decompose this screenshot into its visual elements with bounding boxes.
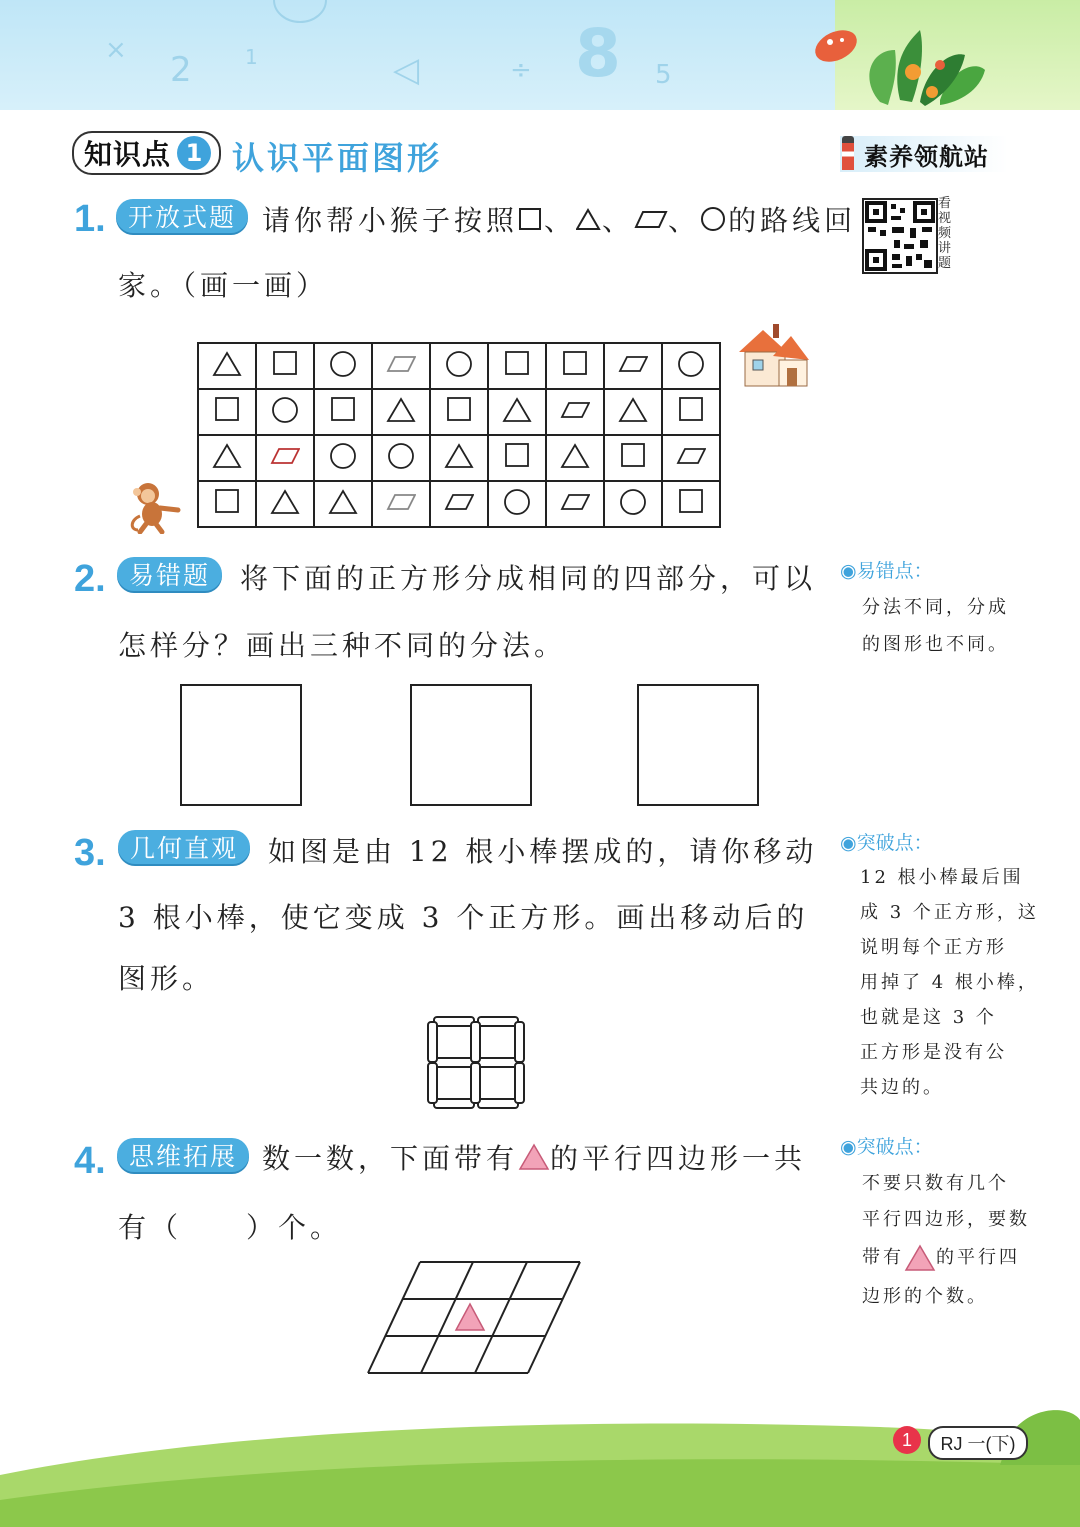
answer-square-1[interactable] [180, 684, 302, 806]
q4-line1 [262, 1137, 806, 1177]
grid-cell[interactable] [546, 389, 604, 435]
q4-side-line-4: 边形的个数。 [862, 1286, 988, 1307]
section-title: 认识平面图形 [232, 139, 443, 177]
q3-side-line-7: 共边的。 [860, 1077, 944, 1098]
q4-line2: 有（ ）个。 [118, 1211, 343, 1244]
q3-side-line-5: 也就是这 3 个 [860, 1007, 997, 1028]
knowledge-point-pill [72, 131, 221, 175]
parallelogram-icon [560, 488, 590, 516]
q3-side-line-6: 正方形是没有公 [860, 1042, 1007, 1063]
q2-tag: 易错题 [117, 557, 222, 591]
q3-side-head: ◉突破点： [840, 832, 933, 854]
circle-icon [328, 350, 358, 378]
triangle-icon [444, 442, 474, 470]
triangle-icon [328, 488, 358, 516]
plant-illustration [800, 10, 990, 110]
q4-side-head: ◉突破点： [840, 1136, 933, 1158]
grid-cell[interactable] [372, 343, 430, 389]
grid-cell[interactable] [488, 481, 546, 527]
square-icon [212, 396, 242, 424]
q2-side-line-1: 分法不同，分成 [862, 597, 1009, 618]
q1-sep-3: 、 [668, 204, 701, 237]
q1-tag: 开放式题 [116, 199, 248, 233]
q1-line2: 家。（画一画） [118, 269, 329, 302]
q2-line2: 怎样分？画出三种不同的分法。 [118, 629, 567, 662]
grid-cell[interactable] [546, 343, 604, 389]
triangle-icon [618, 396, 648, 424]
decor-two: 2 [170, 50, 192, 90]
q4-side-text-a: 带有 [862, 1247, 904, 1268]
q3-tag: 几何直观 [118, 830, 250, 864]
parallelogram-icon [444, 488, 474, 516]
q4-tag: 思维拓展 [117, 1138, 249, 1172]
grid-row [198, 389, 720, 435]
q3-line3: 图形。 [118, 962, 215, 995]
q1-sep-1: 、 [544, 204, 577, 237]
q1-number: 1. [74, 198, 106, 240]
pink-triangle-icon [904, 1244, 936, 1272]
qr-code[interactable] [862, 198, 938, 274]
grid-cell[interactable] [488, 389, 546, 435]
grid-cell[interactable] [256, 389, 314, 435]
grid-cell[interactable] [430, 343, 488, 389]
decor-five: 5 [655, 60, 672, 90]
answer-square-3[interactable] [637, 684, 759, 806]
parallelogram-icon [676, 442, 706, 470]
grid-cell[interactable] [372, 389, 430, 435]
footer-hill [0, 1405, 1080, 1527]
parallelogram-icon [386, 488, 416, 516]
square-icon [502, 442, 532, 470]
parallelogram-icon [618, 350, 648, 378]
decor-triangle: ◁ [393, 50, 420, 90]
square-icon [212, 488, 242, 516]
q4-text-b: 的平行四边形一共 [550, 1142, 807, 1175]
q1-text-e: 的路线回 [728, 204, 857, 237]
q3-line1: 如图是由 12 根小棒摆成的，请你移动 [268, 835, 818, 868]
grid-cell[interactable] [662, 389, 720, 435]
triangle-icon [212, 350, 242, 378]
grid-cell[interactable] [198, 481, 256, 527]
grid-cell[interactable] [662, 481, 720, 527]
circle-icon [444, 350, 474, 378]
square-icon [502, 350, 532, 378]
triangle-icon [560, 442, 590, 470]
square-icon [560, 350, 590, 378]
qr-label: 看视频讲题 [938, 196, 952, 271]
decor-eight: 8 [575, 15, 621, 92]
q4-side-line-2: 平行四边形，要数 [862, 1209, 1030, 1230]
q2-side-head: ◉易错点： [840, 560, 933, 582]
decor-times: × [105, 35, 127, 65]
grid-cell[interactable] [256, 481, 314, 527]
grid-cell[interactable] [314, 389, 372, 435]
knowledge-point-number: 1 [177, 136, 211, 170]
parallelogram-grid [366, 1258, 584, 1378]
q3-side-line-1: 12 根小棒最后围 [860, 867, 1024, 888]
house-illustration [733, 322, 813, 394]
page-number: 1 [893, 1426, 921, 1454]
circle-icon [328, 442, 358, 470]
q4-side-text-b: 的平行四 [936, 1247, 1020, 1268]
parallelogram-icon [560, 396, 590, 424]
decor-one: 1 [245, 45, 258, 69]
grid-cell[interactable] [314, 343, 372, 389]
grid-cell[interactable] [488, 435, 546, 481]
parallelogram-icon [634, 206, 668, 232]
grid-cell[interactable] [256, 435, 314, 481]
knowledge-point-label: 知识点 [84, 138, 172, 171]
triangle-icon [270, 488, 300, 516]
q1-text-a: 请你帮小猴子按照 [262, 204, 519, 237]
q4-number: 4. [74, 1140, 106, 1182]
grid-row [198, 435, 720, 481]
q3-side-line-3: 说明每个正方形 [860, 937, 1007, 958]
grid-cell[interactable] [430, 389, 488, 435]
q1-line1 [262, 199, 856, 239]
circle-icon [270, 396, 300, 424]
square-icon [518, 206, 544, 232]
triangle-icon [502, 396, 532, 424]
grid-cell[interactable] [256, 343, 314, 389]
q2-side-line-2: 的图形也不同。 [862, 634, 1009, 655]
grid-cell[interactable] [546, 481, 604, 527]
circle-icon [502, 488, 532, 516]
nav-station-label: 素养领航站 [864, 142, 989, 171]
parallelogram-icon [270, 442, 300, 470]
q3-number: 3. [74, 832, 106, 874]
grid-cell[interactable] [662, 343, 720, 389]
answer-square-2[interactable] [410, 684, 532, 806]
grid-cell[interactable] [546, 435, 604, 481]
grid-cell[interactable] [430, 435, 488, 481]
q3-side-line-2: 成 3 个正方形，这 [860, 902, 1039, 923]
q4-side-line-3 [862, 1240, 1020, 1275]
grid-cell[interactable] [372, 435, 430, 481]
q3-side-notes [860, 860, 1039, 1105]
triangle-icon [212, 442, 242, 470]
q1-sep-2: 、 [602, 204, 635, 237]
square-icon [676, 396, 706, 424]
grid-cell[interactable] [604, 435, 662, 481]
grid-cell[interactable] [372, 481, 430, 527]
triangle-icon [386, 396, 416, 424]
grid-cell[interactable] [604, 389, 662, 435]
qr-code-icon [864, 200, 936, 272]
q4-side-line-1: 不要只数有几个 [862, 1173, 1009, 1194]
grid-cell[interactable] [488, 343, 546, 389]
nav-station-banner [840, 136, 1008, 172]
monkey-illustration [128, 478, 190, 534]
q2-line1: 将下面的正方形分成相同的四部分，可以 [240, 562, 817, 595]
square-icon [618, 442, 648, 470]
triangle-icon [576, 206, 602, 232]
grid-cell[interactable] [430, 481, 488, 527]
grid-cell[interactable] [662, 435, 720, 481]
edition-label: RJ 一(下) [928, 1426, 1028, 1460]
square-icon [270, 350, 300, 378]
grid-cell[interactable] [198, 389, 256, 435]
grid-row [198, 343, 720, 389]
grid-row [198, 481, 720, 527]
grid-cell[interactable] [314, 435, 372, 481]
q3-side-line-4: 用掉了 4 根小棒， [860, 972, 1039, 993]
square-icon [676, 488, 706, 516]
circle-icon [386, 442, 416, 470]
parallelogram-icon [386, 350, 416, 378]
grid-cell[interactable] [604, 343, 662, 389]
stick-figure [426, 1014, 526, 1112]
shape-grid [197, 342, 721, 528]
decor-divide: ÷ [510, 55, 532, 85]
pink-triangle-icon [518, 1142, 550, 1172]
circle-icon [700, 206, 728, 232]
grid-cell[interactable] [604, 481, 662, 527]
circle-icon [618, 488, 648, 516]
pink-triangle-icon [456, 1304, 484, 1330]
circle-icon [676, 350, 706, 378]
square-icon [328, 396, 358, 424]
q4-text-a: 数一数，下面带有 [262, 1142, 519, 1175]
grid-cell[interactable] [198, 435, 256, 481]
q3-line2: 3 根小棒，使它变成 3 个正方形。画出移动后的 [118, 901, 809, 934]
square-icon [444, 396, 474, 424]
decor-circle [270, 0, 330, 26]
grid-cell[interactable] [314, 481, 372, 527]
q2-number: 2. [74, 558, 106, 600]
grid-cell[interactable] [198, 343, 256, 389]
lighthouse-icon [842, 136, 854, 170]
